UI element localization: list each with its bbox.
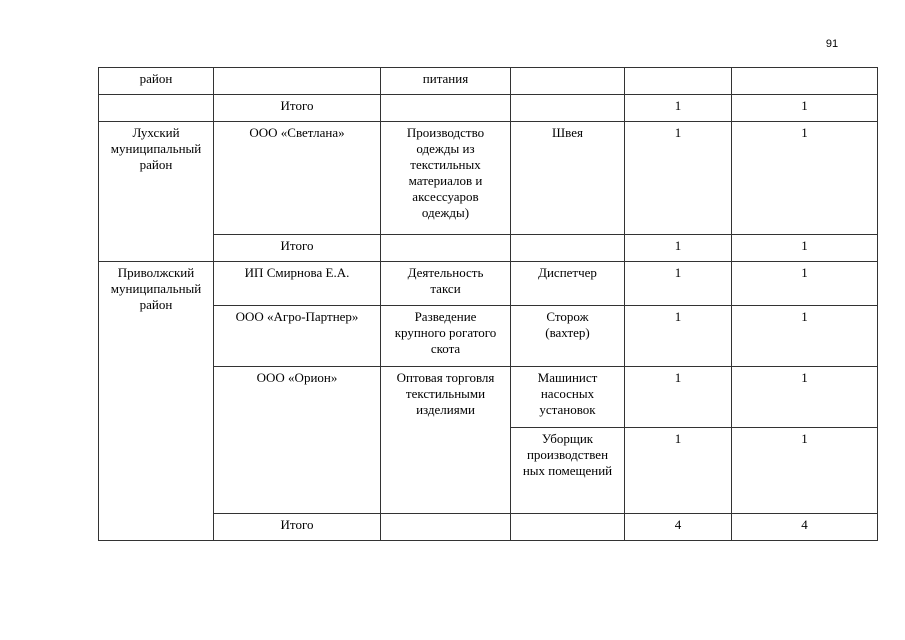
count2-cell: 1 xyxy=(732,367,878,428)
profession-cell: Сторож (вахтер) xyxy=(511,306,625,367)
table-row xyxy=(99,306,878,367)
district-cell: Приволжский муниципальный район xyxy=(99,262,214,541)
total-label: Итого xyxy=(214,514,381,541)
profession-cell: Швея xyxy=(511,122,625,235)
profession-cell: Уборщик производствен ных помещений xyxy=(511,428,625,514)
count2-cell: 1 xyxy=(732,306,878,367)
count1-cell: 1 xyxy=(625,122,732,235)
empty-cell xyxy=(511,235,625,262)
count1-cell: 1 xyxy=(625,367,732,428)
activity-cell: Производство одежды из текстильных материалов и аксессуаров одежды) xyxy=(381,122,511,235)
count1-cell xyxy=(625,68,732,95)
count2-cell: 1 xyxy=(732,95,878,122)
empty-cell xyxy=(99,95,214,122)
company-cell xyxy=(214,68,381,95)
activity-cell: Деятельность такси xyxy=(381,262,511,306)
district-cell: район xyxy=(99,68,214,95)
count1-cell: 1 xyxy=(625,95,732,122)
count2-cell xyxy=(732,68,878,95)
activity-cell: питания xyxy=(381,68,511,95)
district-cell: Лухский муниципальный район xyxy=(99,122,214,262)
empty-cell xyxy=(381,235,511,262)
company-cell: ООО «Агро-Партнер» xyxy=(214,306,381,367)
count2-cell: 1 xyxy=(732,235,878,262)
total-label: Итого xyxy=(214,235,381,262)
table-row xyxy=(99,122,878,235)
vacancy-table xyxy=(98,67,878,541)
total-row xyxy=(99,235,878,262)
table-row xyxy=(99,367,878,428)
count2-cell: 1 xyxy=(732,428,878,514)
total-label: Итого xyxy=(214,95,381,122)
count2-cell: 1 xyxy=(732,262,878,306)
company-cell: ИП Смирнова Е.А. xyxy=(214,262,381,306)
activity-cell: Разведение крупного рогатого скота xyxy=(381,306,511,367)
profession-cell: Диспетчер xyxy=(511,262,625,306)
empty-cell xyxy=(511,514,625,541)
count1-cell: 1 xyxy=(625,306,732,367)
empty-cell xyxy=(381,514,511,541)
empty-cell xyxy=(381,95,511,122)
empty-cell xyxy=(511,95,625,122)
count1-cell: 1 xyxy=(625,262,732,306)
page-number: 91 xyxy=(825,38,839,50)
total-row xyxy=(99,514,878,541)
count1-cell: 1 xyxy=(625,428,732,514)
count2-cell: 1 xyxy=(732,122,878,235)
table-row xyxy=(99,68,878,95)
profession-cell: Машинист насосных установок xyxy=(511,367,625,428)
count1-cell: 1 xyxy=(625,235,732,262)
company-cell: ООО «Орион» xyxy=(214,367,381,514)
total-row xyxy=(99,95,878,122)
table-row xyxy=(99,262,878,306)
count1-cell: 4 xyxy=(625,514,732,541)
profession-cell xyxy=(511,68,625,95)
activity-cell: Оптовая торговля текстильными изделиями xyxy=(381,367,511,514)
company-cell: ООО «Светлана» xyxy=(214,122,381,235)
count2-cell: 4 xyxy=(732,514,878,541)
